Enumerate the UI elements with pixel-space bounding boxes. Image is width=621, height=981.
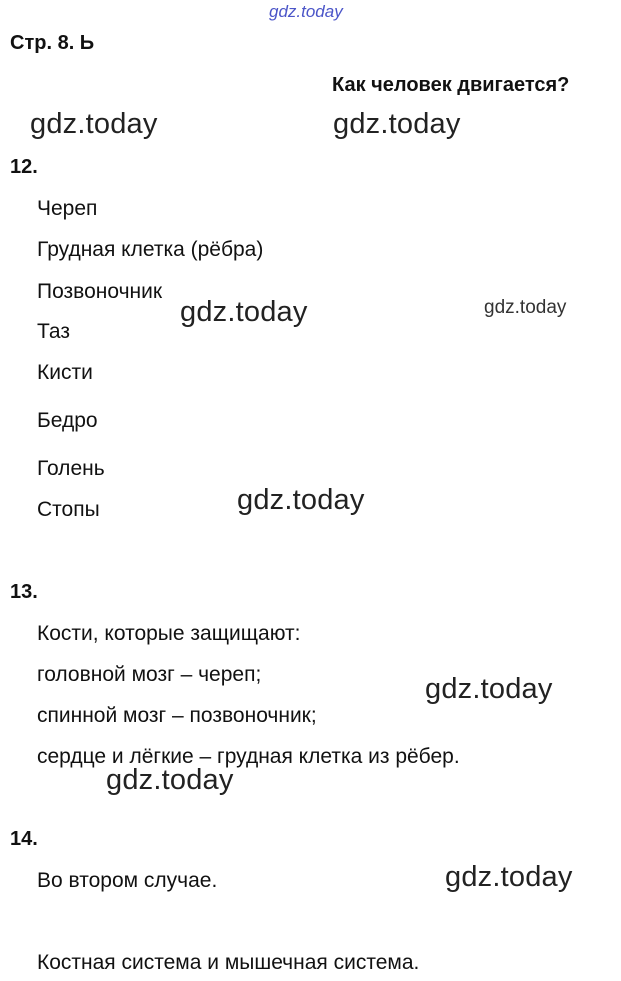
task13-line: Кости, которые защищают: (37, 622, 301, 645)
task12-item: Грудная клетка (рёбра) (37, 238, 264, 261)
watermark: gdz.today (30, 108, 158, 140)
watermark: gdz.today (445, 861, 573, 893)
task12-item: Череп (37, 197, 98, 220)
task14-line: Во втором случае. (37, 869, 218, 892)
task-number-14: 14. (10, 828, 38, 850)
watermark: gdz.today (484, 297, 567, 318)
watermark-top: gdz.today (269, 2, 343, 21)
task12-item: Бедро (37, 409, 98, 432)
task14-line: Костная система и мышечная система. (37, 951, 420, 974)
task12-item: Позвоночник (37, 280, 163, 303)
task13-line: спинной мозг – позвоночник; (37, 704, 317, 727)
task12-item: Кисти (37, 361, 93, 384)
task12-item: Таз (37, 320, 70, 343)
watermark: gdz.today (237, 484, 365, 516)
task-number-12: 12. (10, 156, 38, 178)
watermark: gdz.today (180, 296, 308, 328)
task13-line: сердце и лёгкие – грудная клетка из рёбер. (37, 745, 460, 768)
watermark: gdz.today (106, 764, 234, 796)
task12-item: Стопы (37, 498, 100, 521)
page-label: Стр. 8. Ь (10, 32, 95, 54)
watermark: gdz.today (425, 673, 553, 705)
section-title: Как человек двигается? (332, 74, 570, 96)
task12-item: Голень (37, 457, 105, 480)
watermark: gdz.today (333, 108, 461, 140)
task13-line: головной мозг – череп; (37, 663, 262, 686)
task-number-13: 13. (10, 581, 38, 603)
